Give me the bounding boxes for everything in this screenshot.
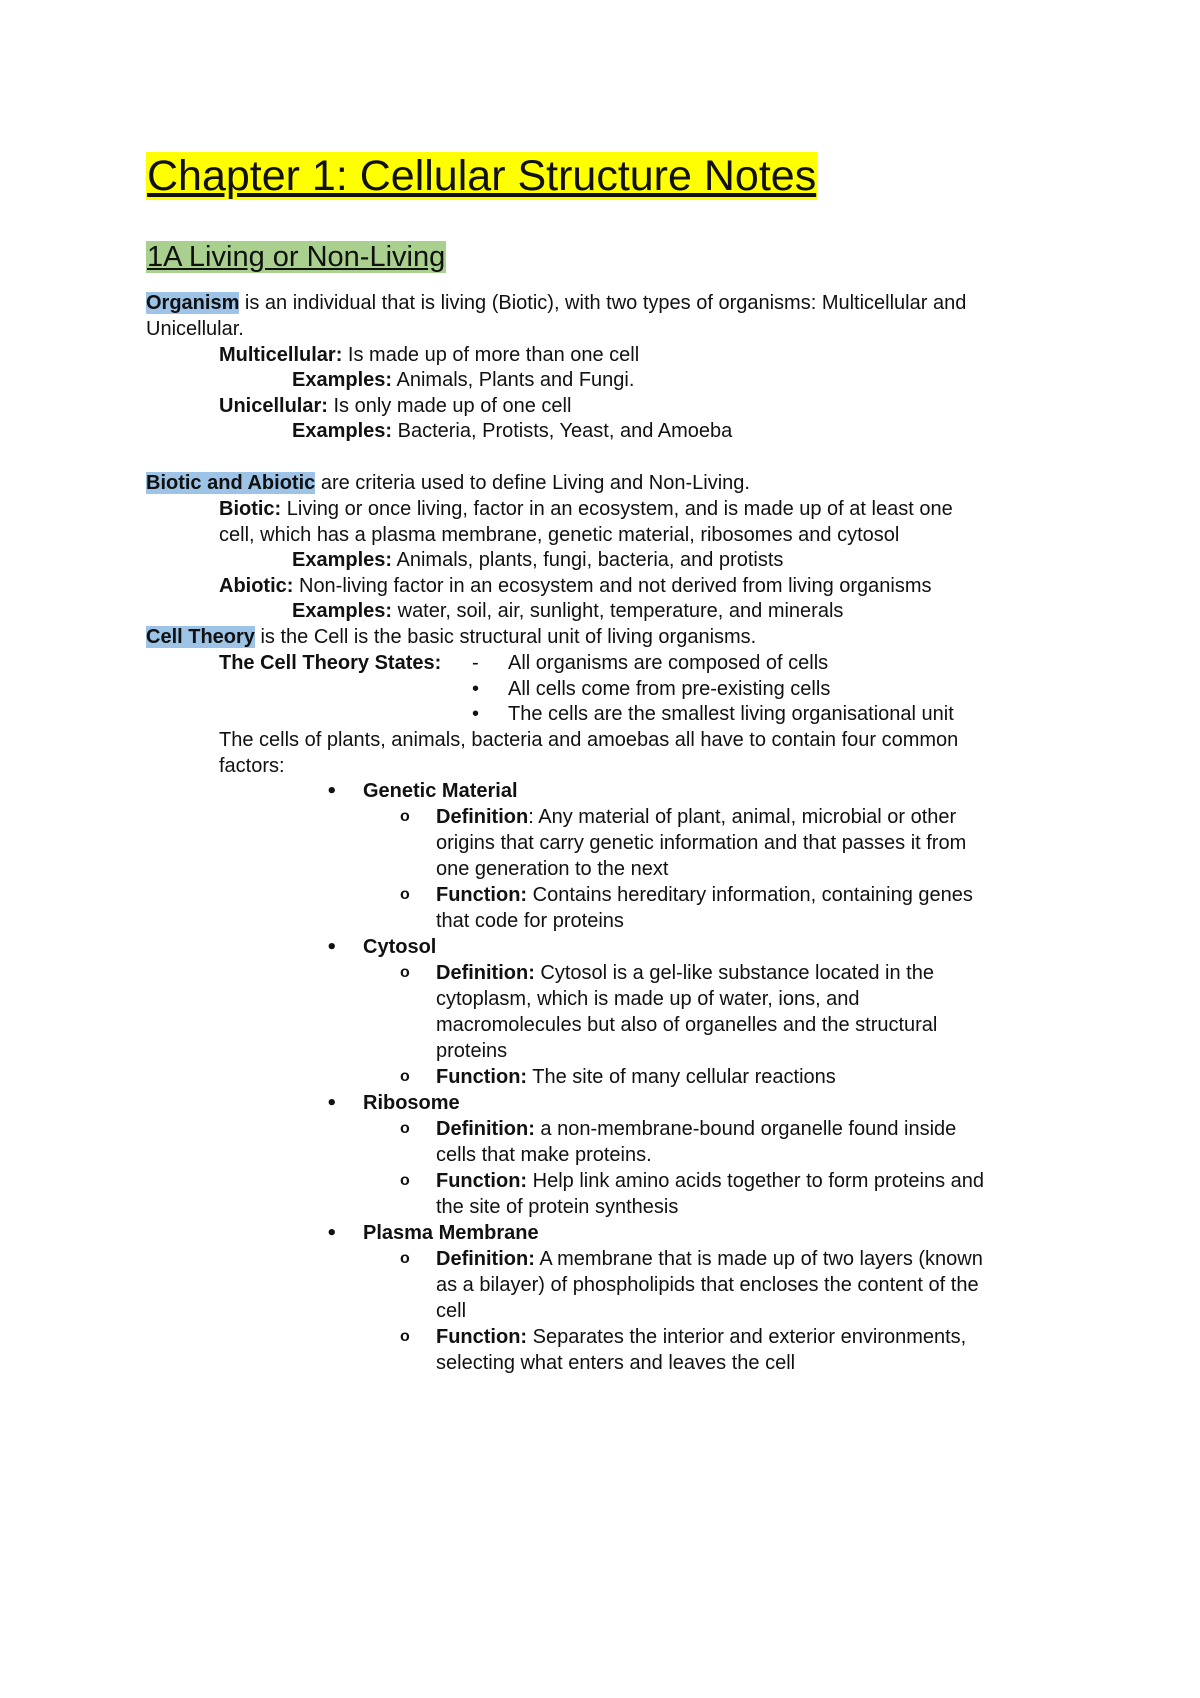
factors-intro-line-2: factors: [219,755,285,777]
cell-theory-states-label: The Cell Theory States: [219,652,442,674]
factor-definition-line: macromolecules but also of organelles and the structural [436,1014,938,1036]
cell-theory-dash: - [472,652,479,674]
factor-function-line: Function: Contains hereditary information, containing genes [436,884,973,906]
page-title: Chapter 1: Cellular Structure Notes [147,152,817,200]
organism-paragraph-line-1: Organism is an individual that is living (Biotic), with two types of organisms: Multicellular and [146,292,967,314]
biotic-line-2: cell, which has a plasma membrane, genetic material, ribosomes and cytosol [219,524,900,546]
sub-bullet-icon: o [400,886,410,903]
factor-function-line: Function: Help link amino acids together to form proteins and [436,1170,984,1192]
factor-definition-line: Definition: A membrane that is made up of two layers (known [436,1248,983,1270]
section-heading: 1A Living or Non-Living [147,241,446,273]
factor-function-line: Function: The site of many cellular reactions [436,1066,836,1088]
sub-bullet-icon: o [400,1068,410,1085]
sub-bullet-icon: o [400,1120,410,1137]
factor-function-line: that code for proteins [436,910,624,932]
multicellular-examples: Examples: Animals, Plants and Fungi. [292,369,635,391]
factor-definition-line: cell [436,1300,467,1322]
factor-definition-line: as a bilayer) of phospholipids that encloses the content of the [436,1274,979,1296]
factor-definition-line: Definition: Cytosol is a gel-like substance located in the [436,962,934,984]
sub-bullet-icon: o [400,808,410,825]
square-bullet-icon: • [326,1093,338,1114]
factor-definition-line: proteins [436,1040,508,1062]
square-bullet-icon: • [326,1223,338,1244]
cell-theory-point: All organisms are composed of cells [508,652,829,674]
unicellular-examples: Examples: Bacteria, Protists, Yeast, and Amoeba [292,420,733,442]
factor-definition-line: Definition: Any material of plant, animal, microbial or other [436,806,957,828]
factor-name: Ribosome [363,1092,460,1114]
factor-definition-line: one generation to the next [436,858,669,880]
organism-term: Organism [146,292,240,314]
factor-definition-line: origins that carry genetic information and that passes it from [436,832,967,854]
factor-name: Genetic Material [363,780,518,802]
square-bullet-icon: • [326,781,338,802]
unicellular-line: Unicellular: Is only made up of one cell [219,395,572,417]
biotic-line-1: Biotic: Living or once living, factor in an ecosystem, and is made up of at least one [219,498,953,520]
biotic-abiotic-paragraph: Biotic and Abiotic are criteria used to define Living and Non-Living. [146,472,750,494]
organism-paragraph-line-2: Unicellular. [146,318,244,340]
abiotic-examples: Examples: water, soil, air, sunlight, temperature, and minerals [292,600,844,622]
factor-definition-line: Definition: a non-membrane-bound organelle found inside [436,1118,957,1140]
factor-name: Cytosol [363,936,437,958]
cell-theory-point: All cells come from pre-existing cells [508,678,831,700]
bullet-icon: • [472,703,480,725]
cell-theory-term: Cell Theory [146,626,255,648]
biotic-examples: Examples: Animals, plants, fungi, bacteria, and protists [292,549,784,571]
cell-theory-paragraph: Cell Theory is the Cell is the basic structural unit of living organisms. [146,626,757,648]
sub-bullet-icon: o [400,1328,410,1345]
sub-bullet-icon: o [400,1250,410,1267]
factor-function-line: the site of protein synthesis [436,1196,679,1218]
abiotic-line: Abiotic: Non-living factor in an ecosystem and not derived from living organisms [219,575,932,597]
cell-theory-point: The cells are the smallest living organisational unit [508,703,954,725]
factor-function-line: Function: Separates the interior and exterior environments, [436,1326,967,1348]
bullet-icon: • [472,678,480,700]
factor-function-line: selecting what enters and leaves the cell [436,1352,796,1374]
square-bullet-icon: • [326,937,338,958]
sub-bullet-icon: o [400,1172,410,1189]
factors-intro-line-1: The cells of plants, animals, bacteria and amoebas all have to contain four common [219,729,959,751]
factor-definition-line: cells that make proteins. [436,1144,652,1166]
biotic-abiotic-term: Biotic and Abiotic [146,472,316,494]
factor-name: Plasma Membrane [363,1222,539,1244]
factor-definition-line: cytoplasm, which is made up of water, ions, and [436,988,860,1010]
sub-bullet-icon: o [400,964,410,981]
multicellular-line: Multicellular: Is made up of more than one cell [219,344,640,366]
